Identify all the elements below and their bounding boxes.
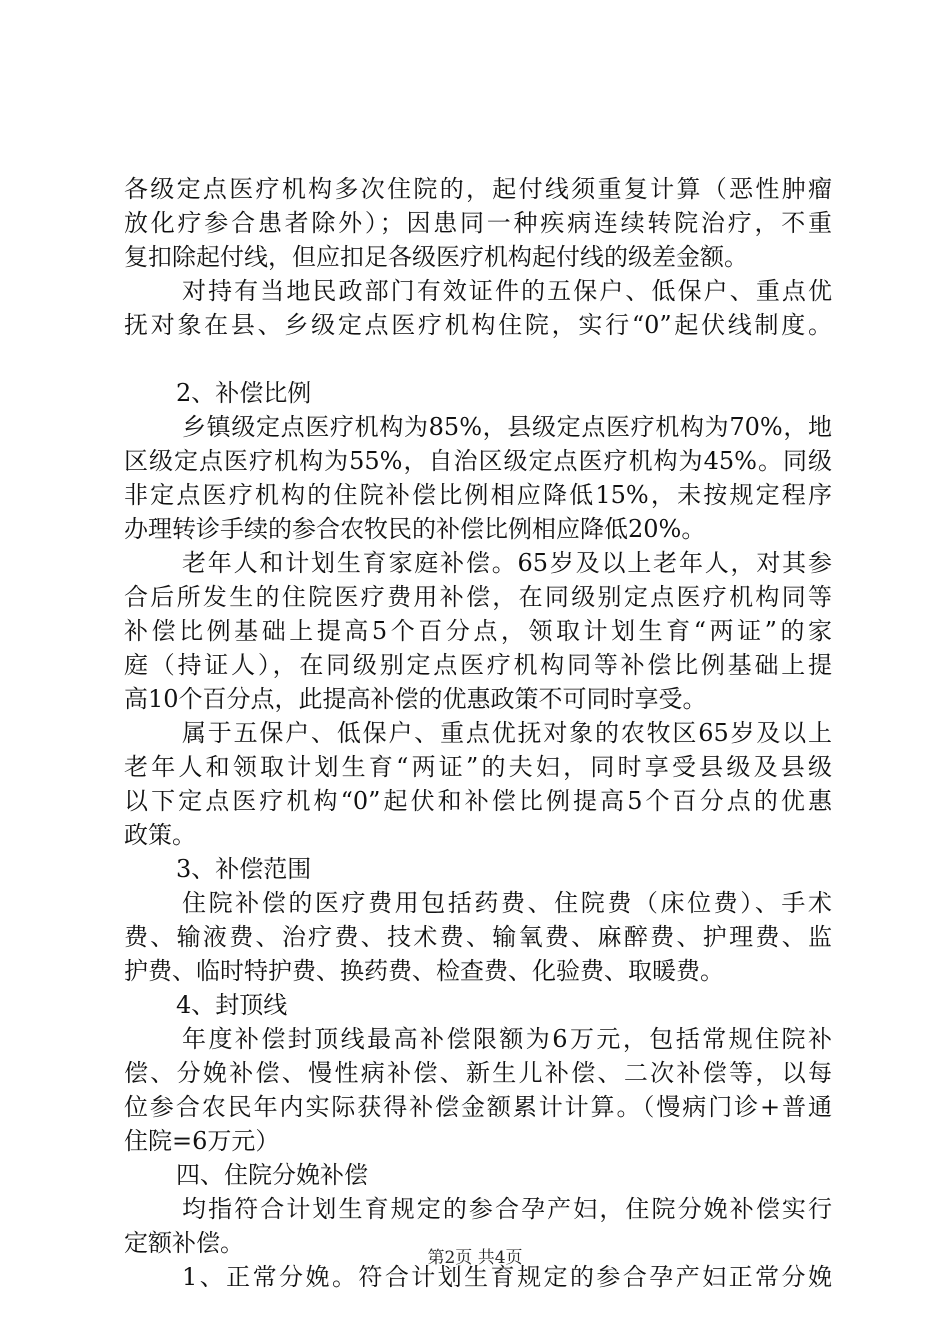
text-line: 住院=6万元） bbox=[124, 1127, 280, 1155]
text-line: 年度补偿封顶线最高补偿限额为6万元，包括常规住院补 bbox=[182, 1025, 832, 1053]
text-line: 老年人和领取计划生育“两证”的夫妇，同时享受县级及县级 bbox=[124, 753, 832, 781]
text-line: 属于五保户、低保户、重点优抚对象的农牧区65岁及以上 bbox=[182, 719, 832, 747]
text-line: 非定点医疗机构的住院补偿比例相应降低15%，未按规定程序 bbox=[124, 481, 832, 509]
text-line: 1、正常分娩。符合计划生育规定的参合孕产妇正常分娩 bbox=[182, 1263, 832, 1291]
text-line: 费、输液费、治疗费、技术费、输氧费、麻醉费、护理费、监 bbox=[124, 923, 832, 951]
text-line: 政策。 bbox=[124, 821, 196, 849]
text-line: 四、住院分娩补偿 bbox=[176, 1161, 368, 1189]
text-line: 3、补偿范围 bbox=[176, 855, 312, 883]
text-line: 放化疗参合患者除外）；因患同一种疾病连续转院治疗，不重 bbox=[124, 209, 832, 237]
text-line: 抚对象在县、乡级定点医疗机构住院，实行“0”起伏线制度。 bbox=[124, 311, 832, 339]
text-line: 办理转诊手续的参合农牧民的补偿比例相应降低20%。 bbox=[124, 515, 706, 543]
text-line: 补偿比例基础上提高5个百分点，领取计划生育“两证”的家 bbox=[124, 617, 832, 645]
text-line: 以下定点医疗机构“0”起伏和补偿比例提高5个百分点的优惠 bbox=[124, 787, 832, 815]
text-line: 区级定点医疗机构为55%，自治区级定点医疗机构为45%。同级 bbox=[124, 447, 832, 475]
text-line: 复扣除起付线，但应扣足各级医疗机构起付线的级差金额。 bbox=[124, 243, 748, 271]
text-line: 高10个百分点，此提高补偿的优惠政策不可同时享受。 bbox=[124, 685, 707, 713]
text-line: 乡镇级定点医疗机构为85%，县级定点医疗机构为70%，地 bbox=[182, 413, 832, 441]
text-line: 均指符合计划生育规定的参合孕产妇，住院分娩补偿实行 bbox=[182, 1195, 832, 1223]
text-line: 4、封顶线 bbox=[176, 991, 288, 1019]
text-line: 护费、临时特护费、换药费、检查费、化验费、取暖费。 bbox=[124, 957, 724, 985]
text-line: 老年人和计划生育家庭补偿。65岁及以上老年人，对其参 bbox=[182, 549, 832, 577]
text-line: 位参合农民年内实际获得补偿金额累计计算。（慢病门诊+普通 bbox=[124, 1093, 832, 1121]
text-line: 合后所发生的住院医疗费用补偿，在同级别定点医疗机构同等 bbox=[124, 583, 832, 611]
text-line: 庭（持证人），在同级别定点医疗机构同等补偿比例基础上提 bbox=[124, 651, 832, 679]
text-line: 各级定点医疗机构多次住院的，起付线须重复计算（恶性肿瘤 bbox=[124, 175, 832, 203]
text-line: 住院补偿的医疗费用包括药费、住院费（床位费）、手术 bbox=[182, 889, 832, 917]
text-line: 偿、分娩补偿、慢性病补偿、新生儿补偿、二次补偿等，以每 bbox=[124, 1059, 832, 1087]
text-line: 对持有当地民政部门有效证件的五保户、低保户、重点优 bbox=[182, 277, 832, 305]
text-line: 定额补偿。 bbox=[124, 1229, 244, 1257]
text-line: 2、补偿比例 bbox=[176, 379, 312, 407]
page-footer: 第2页 共4页 bbox=[427, 1248, 523, 1268]
